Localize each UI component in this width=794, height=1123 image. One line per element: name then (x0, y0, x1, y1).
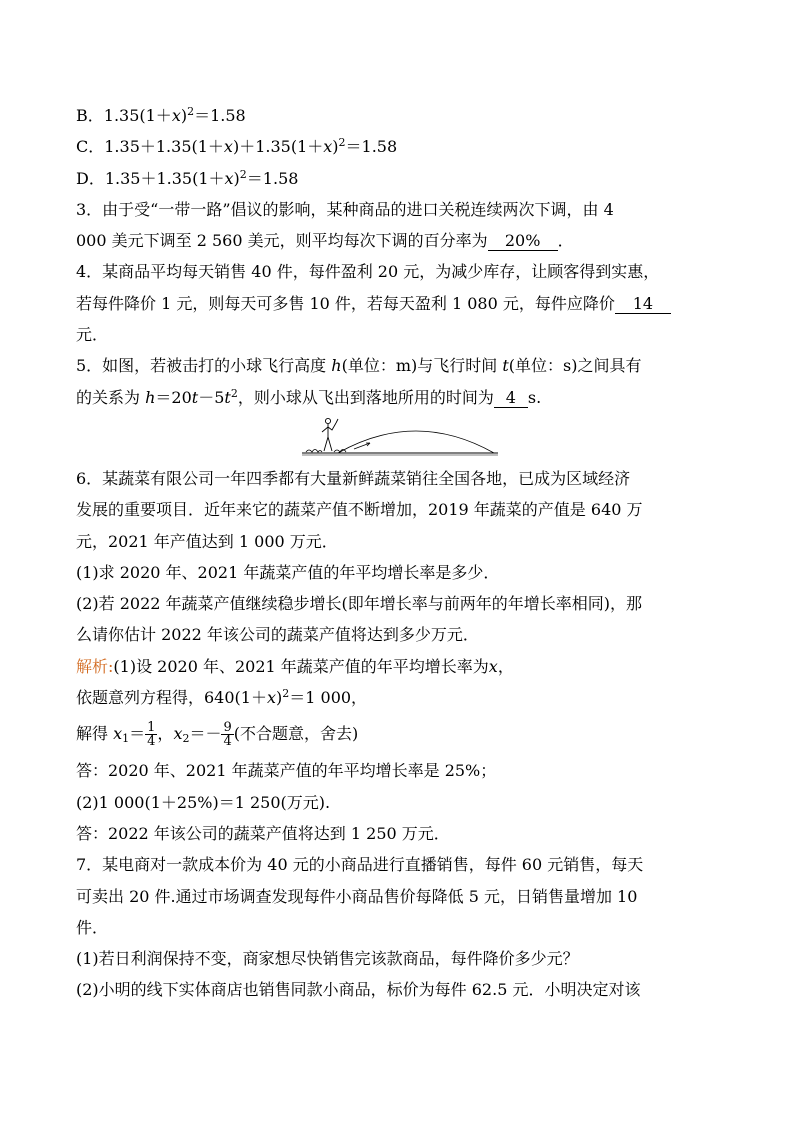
subscript: 2 (182, 732, 190, 746)
question-7-line-1: 7．某电商对一款成本价为 40 元的小商品进行直播销售，每件 60 元销售，每天 (76, 855, 644, 875)
text: ) (233, 168, 240, 188)
option-b (76, 100, 722, 131)
question-7-line-3: 件． (76, 917, 109, 937)
denominator: 4 (223, 734, 232, 750)
text: ． (557, 231, 574, 251)
question-7-part-2: (2)小明的线下实体商店也销售同款小商品，标价为每件 62.5 元．小明决定对该 (76, 980, 641, 1000)
answer-blank: 14 (615, 295, 671, 314)
question-6-part-2-line-1: (2)若 2022 年蔬菜产值继续稳步增长(即年增长率与前两年的年增长率相同)，那 (76, 594, 643, 614)
fraction (145, 721, 157, 748)
answer-blank: 4 (494, 389, 528, 408)
solution-line-2 (76, 682, 722, 713)
exponent: 2 (338, 136, 346, 150)
text: 解得 (76, 724, 114, 744)
text: 的关系为 (76, 387, 146, 407)
question-4-line-2 (76, 288, 722, 319)
question-6-part-2-line-2: 么请你估计 2022 年该公司的蔬菜产值将达到多少万元． (76, 625, 479, 645)
var: x (171, 106, 181, 125)
question-3-line-2 (76, 225, 722, 256)
text: (单位：m)与飞行时间 (341, 356, 503, 376)
question-6-line-1: 6．某蔬菜有限公司一年四季都有大量新鲜蔬菜销往全国各地，已成为区域经济 (76, 468, 631, 488)
var: x (266, 688, 276, 708)
text: (不合题意，舍去) (233, 724, 359, 744)
text: 5．如图，若被击打的小球飞行高度 (76, 356, 332, 376)
solution-line-3 (76, 713, 722, 755)
exponent: 2 (282, 687, 290, 701)
text: ， (157, 724, 174, 744)
solution-line-5: (2)1 000(1＋25%)＝1 250(万元). (76, 792, 331, 812)
var: h (331, 356, 342, 376)
text: ＝1.58 (194, 106, 246, 125)
text: ) (180, 106, 188, 125)
text: )＋1.35(1＋ (232, 137, 324, 157)
question-4-line-3: 元． (76, 325, 109, 345)
numerator: 1 (147, 720, 156, 736)
text: ＝ (129, 724, 146, 744)
var: x (224, 168, 234, 188)
question-5-line-1 (76, 350, 722, 381)
var: x (113, 724, 123, 744)
question-3-line-1: 3．由于受“一带一路”倡议的影响，某种商品的进口关税连续两次下调，由 4 (76, 199, 614, 219)
text: －5 (198, 387, 225, 407)
var: x (323, 137, 333, 157)
var: h (145, 387, 156, 407)
var: x (488, 656, 498, 676)
question-4-line-1: 4．某商品平均每天销售 40 件，每件盈利 20 元，为减少库存，让顾客得到实惠， (76, 262, 660, 282)
option-c (76, 131, 722, 162)
text: 依题意列方程得，640(1＋ (76, 688, 267, 708)
text: ，则小球从飞出到落地所用的时间为 (237, 387, 494, 407)
text: (1)设 2020 年、2021 年蔬菜产值的年平均增长率为 (113, 656, 489, 676)
text: B．1.35(1＋ (76, 106, 172, 125)
var: t (224, 387, 231, 407)
var: x (173, 724, 183, 744)
option-d (76, 163, 722, 194)
text: ＝1.58 (246, 168, 299, 188)
golf-trajectory-icon (298, 415, 503, 459)
solution-line-4: 答：2020 年、2021 年蔬菜产值的年平均增长率是 25%； (76, 761, 497, 781)
var: x (223, 137, 233, 157)
solution-label: 解析: (76, 656, 114, 676)
text: 000 美元下调至 2 560 美元，则平均每次下调的百分率为 (76, 231, 488, 251)
question-6-part-1: (1)求 2020 年、2021 年蔬菜产值的年平均增长率是多少． (76, 562, 500, 582)
subscript: 1 (122, 732, 130, 746)
question-7-line-2: 可卖出 20 件.通过市场调查发现每件小商品售价每降低 5 元，日销售量增加 10 (76, 886, 638, 906)
text: s. (527, 387, 542, 407)
exponent: 2 (187, 105, 195, 118)
question-6-line-3: 元，2021 年产值达到 1 000 万元． (76, 531, 338, 551)
text: ＝1 000， (289, 688, 368, 708)
text: ) (276, 688, 283, 708)
text: (单位：s)之间具有 (508, 356, 642, 376)
golf-ball-trajectory-figure (76, 413, 722, 463)
solution-line-6: 答：2022 年该公司的蔬菜产值将达到 1 250 万元． (76, 823, 450, 843)
text: ) (332, 137, 339, 157)
numerator: 9 (223, 720, 232, 736)
text: D．1.35＋1.35(1＋ (76, 168, 225, 188)
text: ＝20 (155, 387, 192, 407)
text: ， (497, 656, 514, 676)
text: C．1.35＋1.35(1＋ (76, 137, 224, 157)
document-body (76, 100, 722, 1006)
exponent: 2 (230, 386, 238, 400)
denominator: 4 (147, 734, 156, 750)
text: ＝1.58 (345, 137, 398, 157)
question-7-part-1: (1)若日利润保持不变，商家想尽快销售完该款商品，每件降价多少元？ (76, 949, 579, 969)
text: ＝－ (189, 724, 222, 744)
question-6-line-2: 发展的重要项目．近年来它的蔬菜产值不断增加，2019 年蔬菜的产值是 640 万 (76, 500, 643, 520)
answer-blank: 20% (488, 232, 558, 251)
fraction (221, 721, 233, 748)
exponent: 2 (239, 167, 247, 181)
text: 若每件降价 1 元，则每天可多售 10 件，若每天盈利 1 080 元，每件应降价 (76, 293, 615, 313)
var: t (191, 387, 199, 407)
question-5-line-2 (76, 382, 722, 413)
var: t (502, 356, 509, 376)
solution-line-1 (76, 651, 722, 682)
